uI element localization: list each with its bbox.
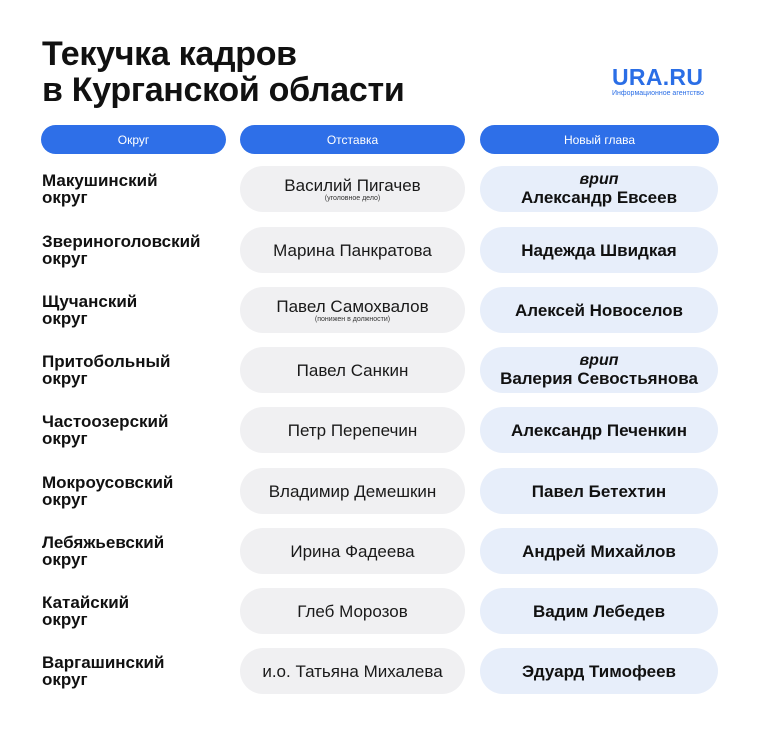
new-head-pill xyxy=(480,648,718,694)
okrug-name-line-2: округ xyxy=(42,309,88,328)
resigned-head-pill xyxy=(240,227,465,273)
okrug-name xyxy=(42,654,232,688)
okrug-name-line-1: Звериноголовский xyxy=(42,232,201,251)
resigned-head-pill xyxy=(240,287,465,333)
okrug-name-line-1: Лебяжьевский xyxy=(42,533,165,552)
new-head-pill xyxy=(480,347,718,393)
resigned-head-name: Петр Перепечин xyxy=(287,420,418,440)
resigned-head-pill xyxy=(240,407,465,453)
new-head-name: Эдуард Тимофеев xyxy=(522,661,676,681)
resigned-head-name: Василий Пигачев xyxy=(284,175,421,195)
new-head-pill xyxy=(480,287,718,333)
okrug-name-line-1: Катайский xyxy=(42,593,130,612)
table-row xyxy=(0,588,760,634)
table-row xyxy=(0,407,760,453)
resigned-head-pill xyxy=(240,588,465,634)
title-line-2: в Курганской области xyxy=(42,71,405,109)
resigned-head-pill xyxy=(240,347,465,393)
resigned-head-pill xyxy=(240,166,465,212)
new-head-name: Вадим Лебедев xyxy=(532,601,666,621)
new-head-name: Алексей Новоселов xyxy=(514,300,684,320)
new-head-name: Надежда Швидкая xyxy=(521,240,677,260)
page-title xyxy=(42,36,404,108)
new-head-pill xyxy=(480,588,718,634)
table-row xyxy=(0,227,760,273)
new-head-name: Павел Бетехтин xyxy=(531,481,667,501)
okrug-name xyxy=(42,413,232,447)
header-resignation: Отставка xyxy=(240,125,465,154)
okrug-name-line-2: округ xyxy=(42,429,88,448)
okrug-name-line-1: Варгашинский xyxy=(42,653,165,672)
new-head-prefix: врип xyxy=(579,170,619,188)
resigned-head-name: Глеб Морозов xyxy=(297,601,408,621)
resigned-head-name: Марина Панкратова xyxy=(273,240,432,260)
resigned-head-note: (уголовное дело) xyxy=(324,194,381,202)
header-new-head: Новый глава xyxy=(480,125,719,154)
new-head-prefix: врип xyxy=(579,351,619,369)
okrug-name-line-2: округ xyxy=(42,550,88,569)
okrug-name-line-2: округ xyxy=(42,249,88,268)
okrug-name xyxy=(42,353,232,387)
resigned-head-name: Павел Самохвалов xyxy=(276,296,429,316)
table-row xyxy=(0,166,760,212)
resigned-head-pill xyxy=(240,648,465,694)
new-head-pill xyxy=(480,166,718,212)
resigned-head-name: Владимир Демешкин xyxy=(268,481,437,501)
table-row xyxy=(0,648,760,694)
table-row xyxy=(0,347,760,393)
ura-ru-logo xyxy=(612,65,722,98)
new-head-name: Александр Печенкин xyxy=(511,420,687,440)
logo-tagline: Информационное агентство xyxy=(612,90,704,97)
okrug-name-line-2: округ xyxy=(42,369,88,388)
resigned-head-name: Павел Санкин xyxy=(296,360,409,380)
table-row xyxy=(0,468,760,514)
table-row xyxy=(0,287,760,333)
okrug-name xyxy=(42,233,232,267)
okrug-name xyxy=(42,293,232,327)
new-head-pill xyxy=(480,468,718,514)
okrug-name xyxy=(42,534,232,568)
okrug-name xyxy=(42,474,232,508)
new-head-name: Валерия Севостьянова xyxy=(500,368,698,388)
okrug-name xyxy=(42,594,232,628)
resigned-head-name: и.о. Татьяна Михалева xyxy=(262,661,443,681)
okrug-name-line-2: округ xyxy=(42,610,88,629)
okrug-name-line-2: округ xyxy=(42,188,88,207)
okrug-name-line-2: округ xyxy=(42,670,88,689)
resigned-head-name: Ирина Фадеева xyxy=(290,541,415,561)
table-row xyxy=(0,528,760,574)
new-head-name: Андрей Михайлов xyxy=(522,541,676,561)
okrug-name xyxy=(42,172,232,206)
new-head-name: Александр Евсеев xyxy=(520,187,678,207)
new-head-pill xyxy=(480,407,718,453)
okrug-name-line-1: Мокроусовский xyxy=(42,473,174,492)
okrug-name-line-1: Щучанский xyxy=(42,292,138,311)
okrug-name-line-1: Притобольный xyxy=(42,352,171,371)
okrug-name-line-1: Макушинский xyxy=(42,171,158,190)
new-head-pill xyxy=(480,227,718,273)
new-head-pill xyxy=(480,528,718,574)
resigned-head-pill xyxy=(240,528,465,574)
logo-name: URA.RU xyxy=(612,64,704,90)
resigned-head-pill xyxy=(240,468,465,514)
header-okrug: Округ xyxy=(41,125,226,154)
resigned-head-note: (понижен в должности) xyxy=(314,315,391,323)
okrug-name-line-2: округ xyxy=(42,490,88,509)
okrug-name-line-1: Частоозерский xyxy=(42,412,169,431)
title-line-1: Текучка кадров xyxy=(42,35,297,73)
